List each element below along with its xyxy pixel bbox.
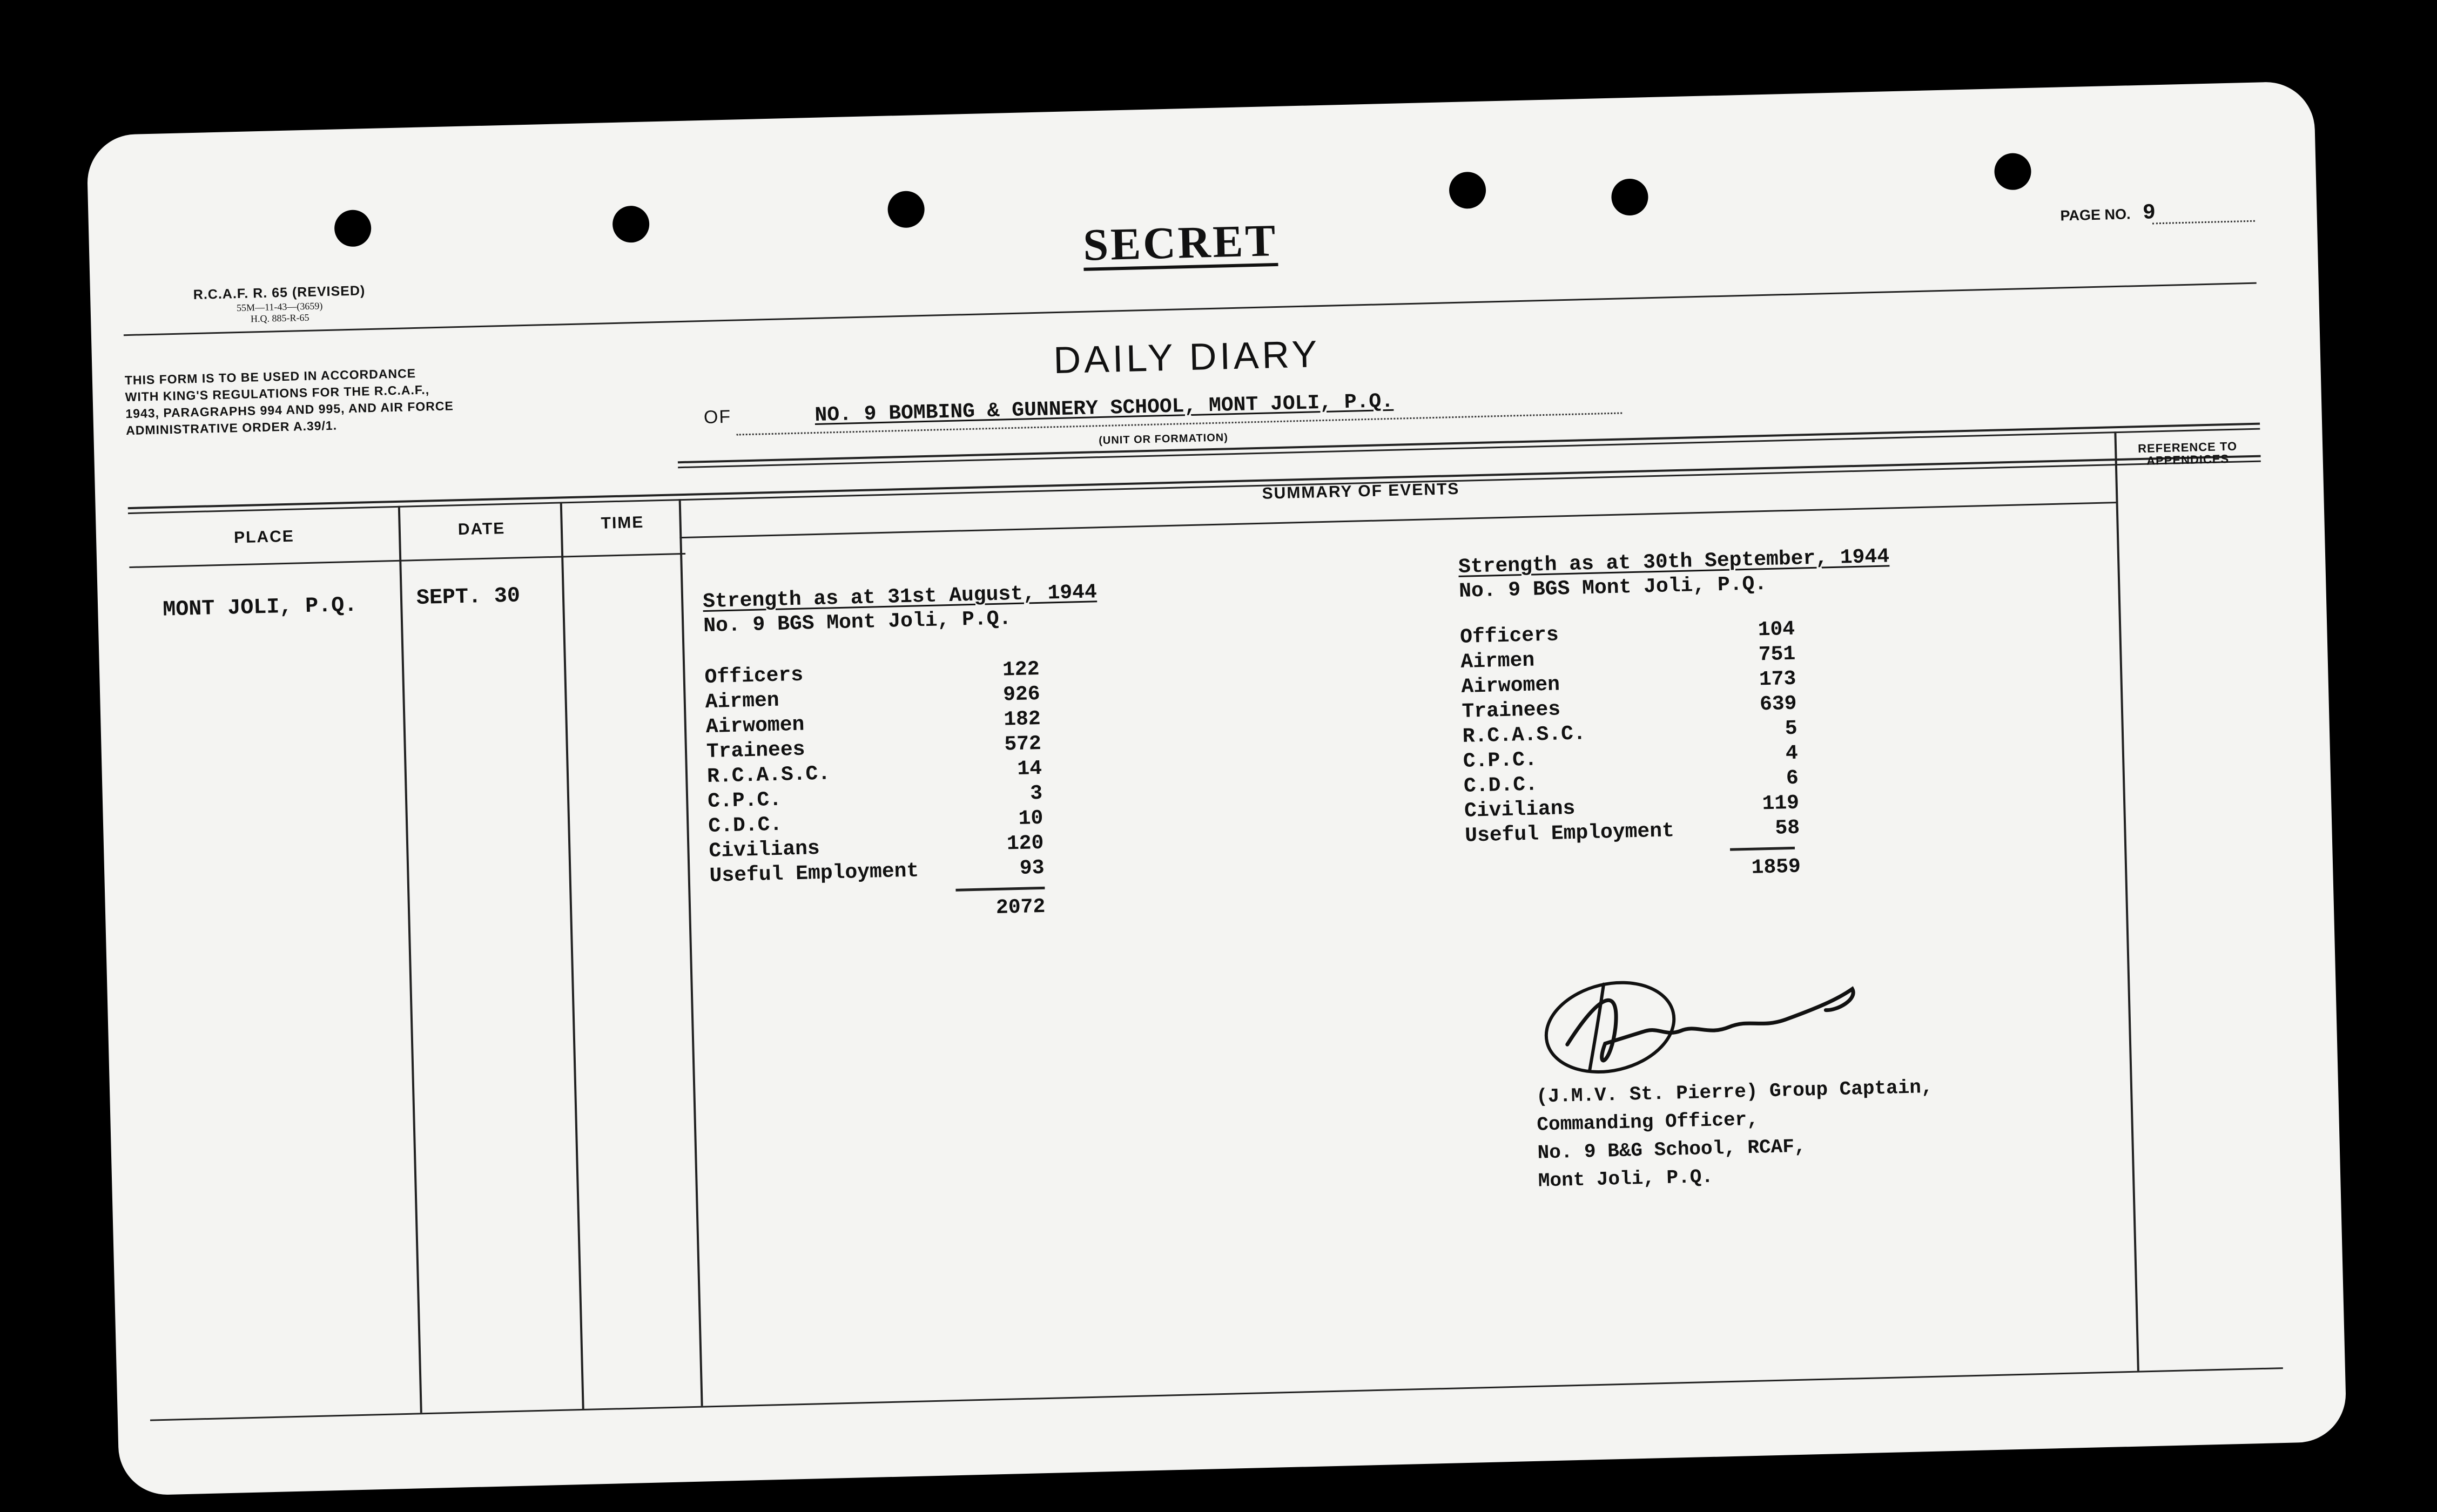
column-divider — [2114, 431, 2139, 1371]
strength-september-table — [1460, 618, 1801, 896]
column-header-time: TIME — [601, 513, 644, 532]
usage-note-line: WITH KING'S REGULATIONS FOR THE R.C.A.F., — [125, 382, 430, 404]
row-label: C.P.C. — [1463, 748, 1538, 773]
strength-september — [1458, 544, 1954, 934]
column-header-date: DATE — [457, 519, 506, 539]
row-value: 58 — [1774, 816, 1800, 840]
strength-september-heading: Strength as at 30th September, 1944 — [1458, 545, 1890, 579]
row-label: Officers — [1459, 623, 1559, 649]
usage-note-line: 1943, PARAGRAPHS 994 AND 995, AND AIR FORCE — [125, 399, 454, 421]
signature-loop — [1537, 970, 1684, 1084]
table-top-rule — [128, 452, 2261, 510]
row-label: C.P.C. — [707, 788, 782, 814]
row-label: Airwomen — [705, 713, 805, 739]
row-value: 926 — [1002, 682, 1041, 707]
row-value: 3 — [1029, 781, 1043, 806]
row-label: Useful Employment — [709, 859, 919, 888]
row-value: 182 — [1003, 707, 1041, 732]
of-label: OF — [703, 406, 732, 428]
punch-hole — [1611, 178, 1649, 216]
page-number-underline — [2152, 220, 2255, 225]
strength-total — [710, 895, 1046, 928]
page-number-value: 9 — [2142, 201, 2156, 226]
summary-top-rule — [678, 423, 2260, 464]
row-value: 10 — [1018, 806, 1044, 831]
header-bottom-rule — [679, 502, 2116, 538]
form-code — [155, 282, 405, 327]
row-label: C.D.C. — [708, 813, 783, 839]
row-value: 173 — [1759, 667, 1796, 692]
row-label: Airmen — [1460, 649, 1535, 674]
column-divider — [398, 506, 422, 1413]
entry-date: SEPT. 30 — [416, 584, 521, 611]
column-divider — [679, 499, 703, 1406]
row-label: Airwomen — [1461, 673, 1560, 699]
punch-hole — [1449, 171, 1486, 209]
total-rule — [955, 887, 1045, 892]
reference-header-line: APPENDICES — [2146, 452, 2230, 468]
signature-line: No. 9 B&G School, RCAF, — [1537, 1135, 1806, 1164]
table-bottom-rule — [150, 1367, 2283, 1421]
row-label: Trainees — [1462, 698, 1561, 724]
row-value: 122 — [1002, 657, 1040, 682]
row-value: 639 — [1759, 692, 1798, 717]
row-value: 4 — [1785, 741, 1799, 766]
row-value: 104 — [1758, 617, 1795, 642]
row-label: Civilians — [1464, 796, 1576, 823]
column-header-summary: SUMMARY OF EVENTS — [1262, 480, 1460, 503]
row-label: Airmen — [705, 688, 780, 714]
row-label: R.C.A.S.C. — [706, 762, 831, 789]
column-header-reference — [2117, 439, 2258, 467]
form-code-line: R.C.A.F. R. 65 (REVISED) — [193, 283, 366, 303]
usage-note-line: THIS FORM IS TO BE USED IN ACCORDANCE — [124, 366, 416, 388]
page-number-block — [2060, 199, 2255, 228]
classification-label: SECRET — [1082, 215, 1278, 271]
header-bottom-rule — [129, 553, 685, 568]
row-value: 751 — [1758, 642, 1796, 667]
row-label: Useful Employment — [1464, 819, 1675, 848]
total-rule — [1730, 847, 1795, 851]
entry-place: MONT JOLI, P.Q. — [162, 593, 358, 623]
row-value: 120 — [1006, 831, 1044, 856]
row-value: 5 — [1785, 717, 1798, 741]
strength-total — [1466, 855, 1801, 888]
unit-caption: (UNIT OR FORMATION) — [1098, 431, 1229, 447]
form-code-line: H.Q. 885-R-65 — [250, 312, 309, 325]
reference-header-line: REFERENCE TO — [2137, 439, 2238, 456]
signature-line: (J.M.V. St. Pierre) Group Captain, — [1536, 1076, 1933, 1108]
signature-line: Mont Joli, P.Q. — [1538, 1165, 1714, 1192]
row-value: 572 — [1004, 732, 1042, 757]
strength-august — [703, 578, 1198, 968]
signature-block — [1536, 1071, 2025, 1196]
row-label: Officers — [704, 663, 804, 690]
punch-hole — [612, 205, 650, 243]
row-label: C.D.C. — [1463, 773, 1538, 798]
usage-note-line: ADMINISTRATIVE ORDER A.39/1. — [125, 418, 338, 438]
form-code-line: 55M—11-43—(3659) — [236, 300, 323, 314]
row-value: 6 — [1786, 766, 1799, 791]
strength-september-unit: No. 9 BGS Mont Joli, P.Q. — [1458, 572, 1767, 603]
total-value: 2072 — [995, 895, 1046, 920]
column-header-place: PLACE — [233, 527, 295, 547]
page-number-label: PAGE NO. — [2060, 206, 2131, 224]
punch-hole — [887, 191, 925, 228]
total-value: 1859 — [1751, 855, 1801, 880]
row-label: Civilians — [709, 836, 820, 863]
strength-august-table — [704, 658, 1046, 936]
strength-august-heading: Strength as at 31st August, 1944 — [702, 580, 1098, 614]
row-label: Trainees — [706, 738, 805, 764]
row-value: 14 — [1016, 757, 1042, 781]
signature-line: Commanding Officer, — [1536, 1108, 1759, 1136]
row-value: 93 — [1019, 856, 1045, 880]
column-divider — [560, 502, 584, 1409]
strength-august-unit: No. 9 BGS Mont Joli, P.Q. — [703, 607, 1012, 638]
punch-hole — [334, 210, 372, 247]
signature-stroke — [1566, 989, 1855, 1061]
unit-name: NO. 9 BOMBING & GUNNERY SCHOOL, MONT JOLI, P.Q. — [814, 389, 1394, 427]
header-rule — [124, 282, 2257, 336]
row-label: R.C.A.S.C. — [1462, 722, 1586, 748]
usage-note — [125, 362, 537, 440]
page-title: DAILY DIARY — [1053, 333, 1321, 382]
row-value: 119 — [1762, 791, 1800, 816]
unit-line — [703, 384, 1622, 430]
punch-hole — [1994, 153, 2032, 191]
diary-page — [86, 81, 2347, 1496]
